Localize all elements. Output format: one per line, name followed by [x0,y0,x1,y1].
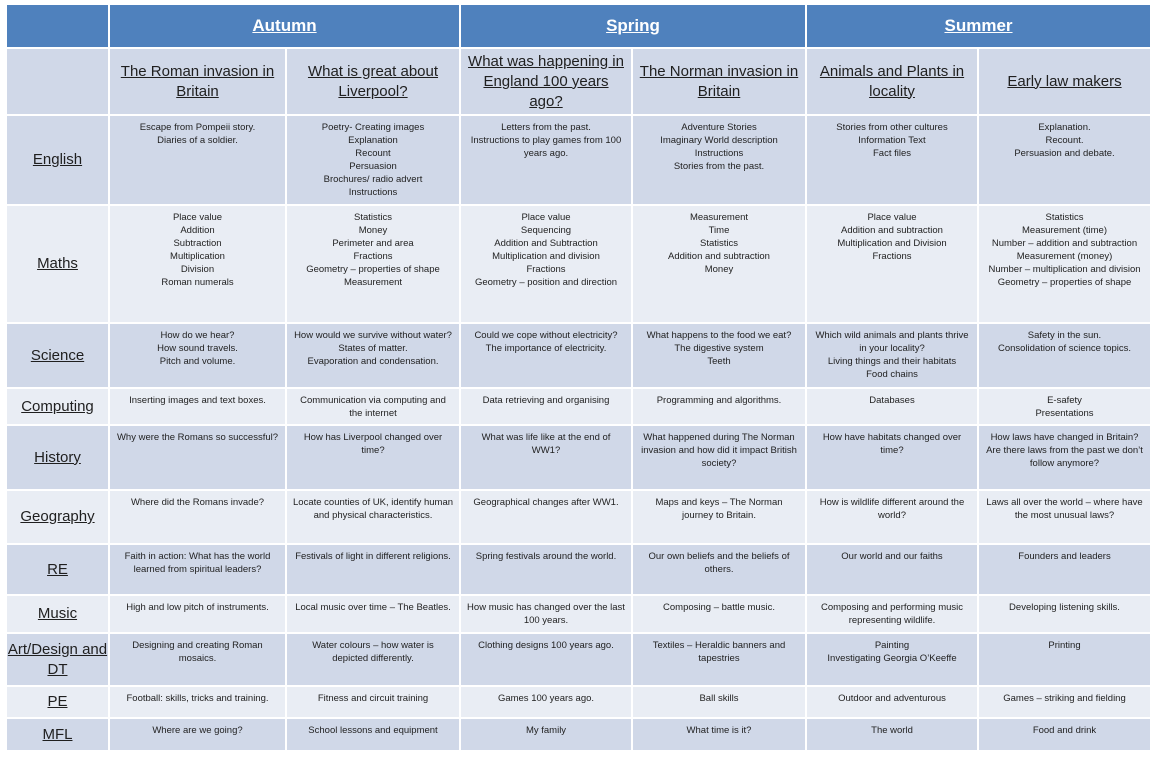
season-autumn: Autumn [109,4,460,48]
plan-cell: How would we survive without water? States of matter. Evaporation and condensation. [286,323,460,388]
plan-cell: Outdoor and adventurous [806,686,978,718]
subject-row [6,388,1151,425]
topic-corner [6,48,109,115]
plan-cell: Spring festivals around the world. [460,544,632,595]
plan-cell: Founders and leaders [978,544,1151,595]
plan-cell: What happens to the food we eat? The digestive system Teeth [632,323,806,388]
plan-cell: Which wild animals and plants thrive in your locality? Living things and their habitats Food chains [806,323,978,388]
plan-cell: Where did the Romans invade? [109,490,286,544]
plan-cell: What time is it? [632,718,806,751]
subject-label: Music [6,595,109,633]
plan-cell: High and low pitch of instruments. [109,595,286,633]
plan-cell: Safety in the sun. Consolidation of science topics. [978,323,1151,388]
subject-row [6,323,1151,388]
plan-cell: Escape from Pompeii story. Diaries of a soldier. [109,115,286,205]
plan-cell: How is wildlife different around the world? [806,490,978,544]
plan-cell: Place value Addition and subtraction Multiplication and Division Fractions [806,205,978,323]
plan-cell: Where are we going? [109,718,286,751]
plan-cell: Geographical changes after WW1. [460,490,632,544]
subject-row [6,115,1151,205]
subject-row [6,544,1151,595]
subject-row [6,205,1151,323]
subject-row [6,686,1151,718]
curriculum-table [5,3,1152,752]
subject-label: Art/Design and DT [6,633,109,686]
plan-cell: Football: skills, tricks and training. [109,686,286,718]
season-spring: Spring [460,4,806,48]
plan-cell: Inserting images and text boxes. [109,388,286,425]
subject-row [6,718,1151,751]
season-summer: Summer [806,4,1151,48]
topic-title: Early law makers [978,48,1151,115]
plan-cell: Maps and keys – The Norman journey to Britain. [632,490,806,544]
plan-cell: Could we cope without electricity? The importance of electricity. [460,323,632,388]
plan-cell: Food and drink [978,718,1151,751]
plan-cell: Explanation. Recount. Persuasion and debate. [978,115,1151,205]
plan-cell: Statistics Money Perimeter and area Fractions Geometry – properties of shape Measurement [286,205,460,323]
plan-cell: How have habitats changed over time? [806,425,978,490]
plan-cell: Place value Sequencing Addition and Subtraction Multiplication and division Fractions Geometry – position and direction [460,205,632,323]
plan-cell: Composing and performing music representing wildlife. [806,595,978,633]
header-corner [6,4,109,48]
plan-cell: Programming and algorithms. [632,388,806,425]
plan-cell: Festivals of light in different religions. [286,544,460,595]
plan-cell: Stories from other cultures Information Text Fact files [806,115,978,205]
subject-label: Computing [6,388,109,425]
plan-cell: Place value Addition Subtraction Multiplication Division Roman numerals [109,205,286,323]
plan-cell: Measurement Time Statistics Addition and subtraction Money [632,205,806,323]
plan-cell: How music has changed over the last 100 years. [460,595,632,633]
plan-cell: Why were the Romans so successful? [109,425,286,490]
plan-cell: Printing [978,633,1151,686]
plan-cell: Our world and our faiths [806,544,978,595]
plan-cell: Painting Investigating Georgia O’Keeffe [806,633,978,686]
plan-cell: Clothing designs 100 years ago. [460,633,632,686]
plan-cell: Games 100 years ago. [460,686,632,718]
plan-cell: Adventure Stories Imaginary World description Instructions Stories from the past. [632,115,806,205]
subject-label: Science [6,323,109,388]
plan-cell: Statistics Measurement (time) Number – addition and subtraction Measurement (money) Number – multiplication and division Geometry – properties of shape [978,205,1151,323]
subject-row [6,490,1151,544]
plan-cell: What was life like at the end of WW1? [460,425,632,490]
plan-cell: Communication via computing and the internet [286,388,460,425]
plan-cell: School lessons and equipment [286,718,460,751]
plan-cell: My family [460,718,632,751]
plan-cell: Our own beliefs and the beliefs of others. [632,544,806,595]
subject-row [6,595,1151,633]
plan-cell: Poetry- Creating images Explanation Recount Persuasion Brochures/ radio advert Instructions [286,115,460,205]
plan-cell: Fitness and circuit training [286,686,460,718]
topic-title: What is great about Liverpool? [286,48,460,115]
plan-cell: Locate counties of UK, identify human and physical characteristics. [286,490,460,544]
plan-cell: How laws have changed in Britain? Are there laws from the past we don’t follow anymore? [978,425,1151,490]
plan-cell: Textiles – Heraldic banners and tapestries [632,633,806,686]
subject-label: PE [6,686,109,718]
subject-row [6,425,1151,490]
topic-header-row [6,48,1151,115]
topic-title: Animals and Plants in locality [806,48,978,115]
plan-cell: What happened during The Norman invasion and how did it impact British society? [632,425,806,490]
plan-cell: Water colours – how water is depicted differently. [286,633,460,686]
plan-cell: E-safety Presentations [978,388,1151,425]
plan-cell: Developing listening skills. [978,595,1151,633]
subject-label: History [6,425,109,490]
plan-cell: Faith in action: What has the world learned from spiritual leaders? [109,544,286,595]
plan-cell: Local music over time – The Beatles. [286,595,460,633]
plan-cell: How has Liverpool changed over time? [286,425,460,490]
subject-label: RE [6,544,109,595]
plan-cell: How do we hear? How sound travels. Pitch and volume. [109,323,286,388]
subject-label: Maths [6,205,109,323]
plan-cell: Designing and creating Roman mosaics. [109,633,286,686]
plan-cell: Games – striking and fielding [978,686,1151,718]
subject-label: Geography [6,490,109,544]
topic-title: The Roman invasion in Britain [109,48,286,115]
plan-cell: Ball skills [632,686,806,718]
plan-cell: Laws all over the world – where have the most unusual laws? [978,490,1151,544]
subject-label: English [6,115,109,205]
plan-cell: The world [806,718,978,751]
subject-row [6,633,1151,686]
plan-cell: Letters from the past. Instructions to play games from 100 years ago. [460,115,632,205]
season-header-row [6,4,1151,48]
topic-title: What was happening in England 100 years ago? [460,48,632,115]
topic-title: The Norman invasion in Britain [632,48,806,115]
plan-cell: Databases [806,388,978,425]
subject-label: MFL [6,718,109,751]
plan-cell: Composing – battle music. [632,595,806,633]
plan-cell: Data retrieving and organising [460,388,632,425]
